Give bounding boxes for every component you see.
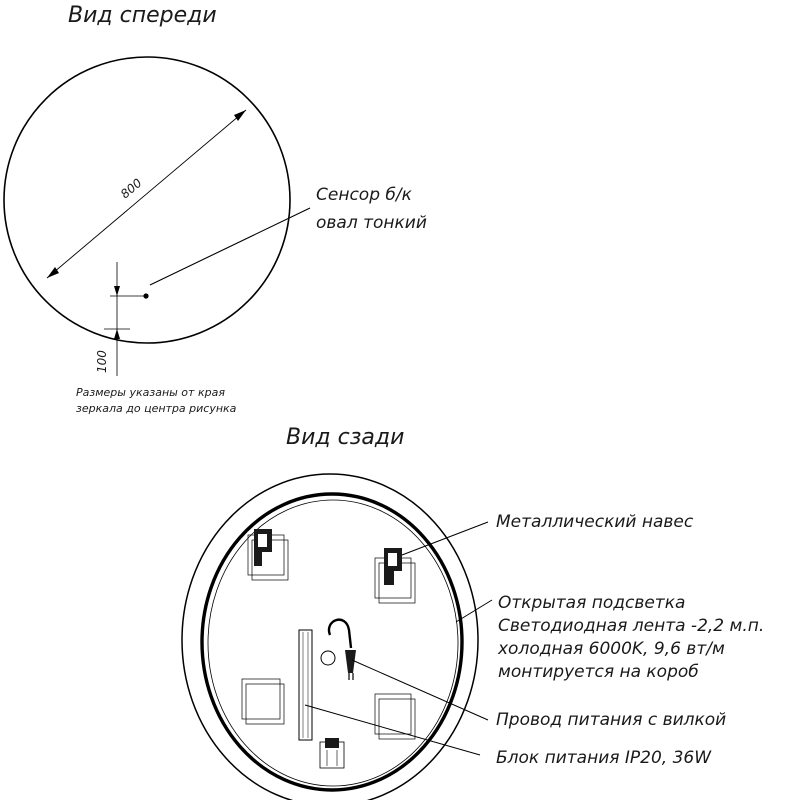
power-supply-unit — [299, 630, 312, 740]
cable-label: Провод питания с вилкой — [496, 710, 727, 730]
psu-label: Блок питания IP20, 36W — [496, 748, 712, 768]
metal-hanger-left — [254, 529, 272, 566]
offset-dimension — [95, 262, 148, 376]
dimension-note-line1: Размеры указаны от края — [76, 386, 225, 399]
offset-label: 100 — [95, 350, 109, 373]
front-view — [4, 3, 427, 415]
hanger-label: Металлический навес — [496, 512, 694, 532]
led-label-line4: монтируется на короб — [498, 662, 699, 682]
back-view — [182, 425, 764, 800]
sensor-label-line2: овал тонкий — [316, 213, 427, 233]
back-view-title: Вид сзади — [286, 425, 405, 450]
connector-block — [320, 738, 344, 768]
sensor — [143, 208, 310, 299]
led-label-line3: холодная 6000K, 9,6 вт/м — [498, 639, 725, 659]
led-label-line1: Открытая подсветка — [498, 593, 686, 613]
sensor-label-line1: Сенсор б/к — [316, 185, 412, 205]
front-mirror-outline — [4, 57, 290, 343]
power-cable-with-plug — [321, 620, 356, 680]
diameter-label: 800 — [117, 175, 145, 202]
dimension-note-line2: зеркала до центра рисунка — [76, 402, 237, 415]
back-mirror-outline — [182, 474, 478, 800]
led-label-line2: Светодиодная лента -2,2 м.п. — [498, 616, 765, 636]
front-view-title: Вид спереди — [68, 3, 217, 28]
metal-hanger-right — [384, 548, 402, 585]
